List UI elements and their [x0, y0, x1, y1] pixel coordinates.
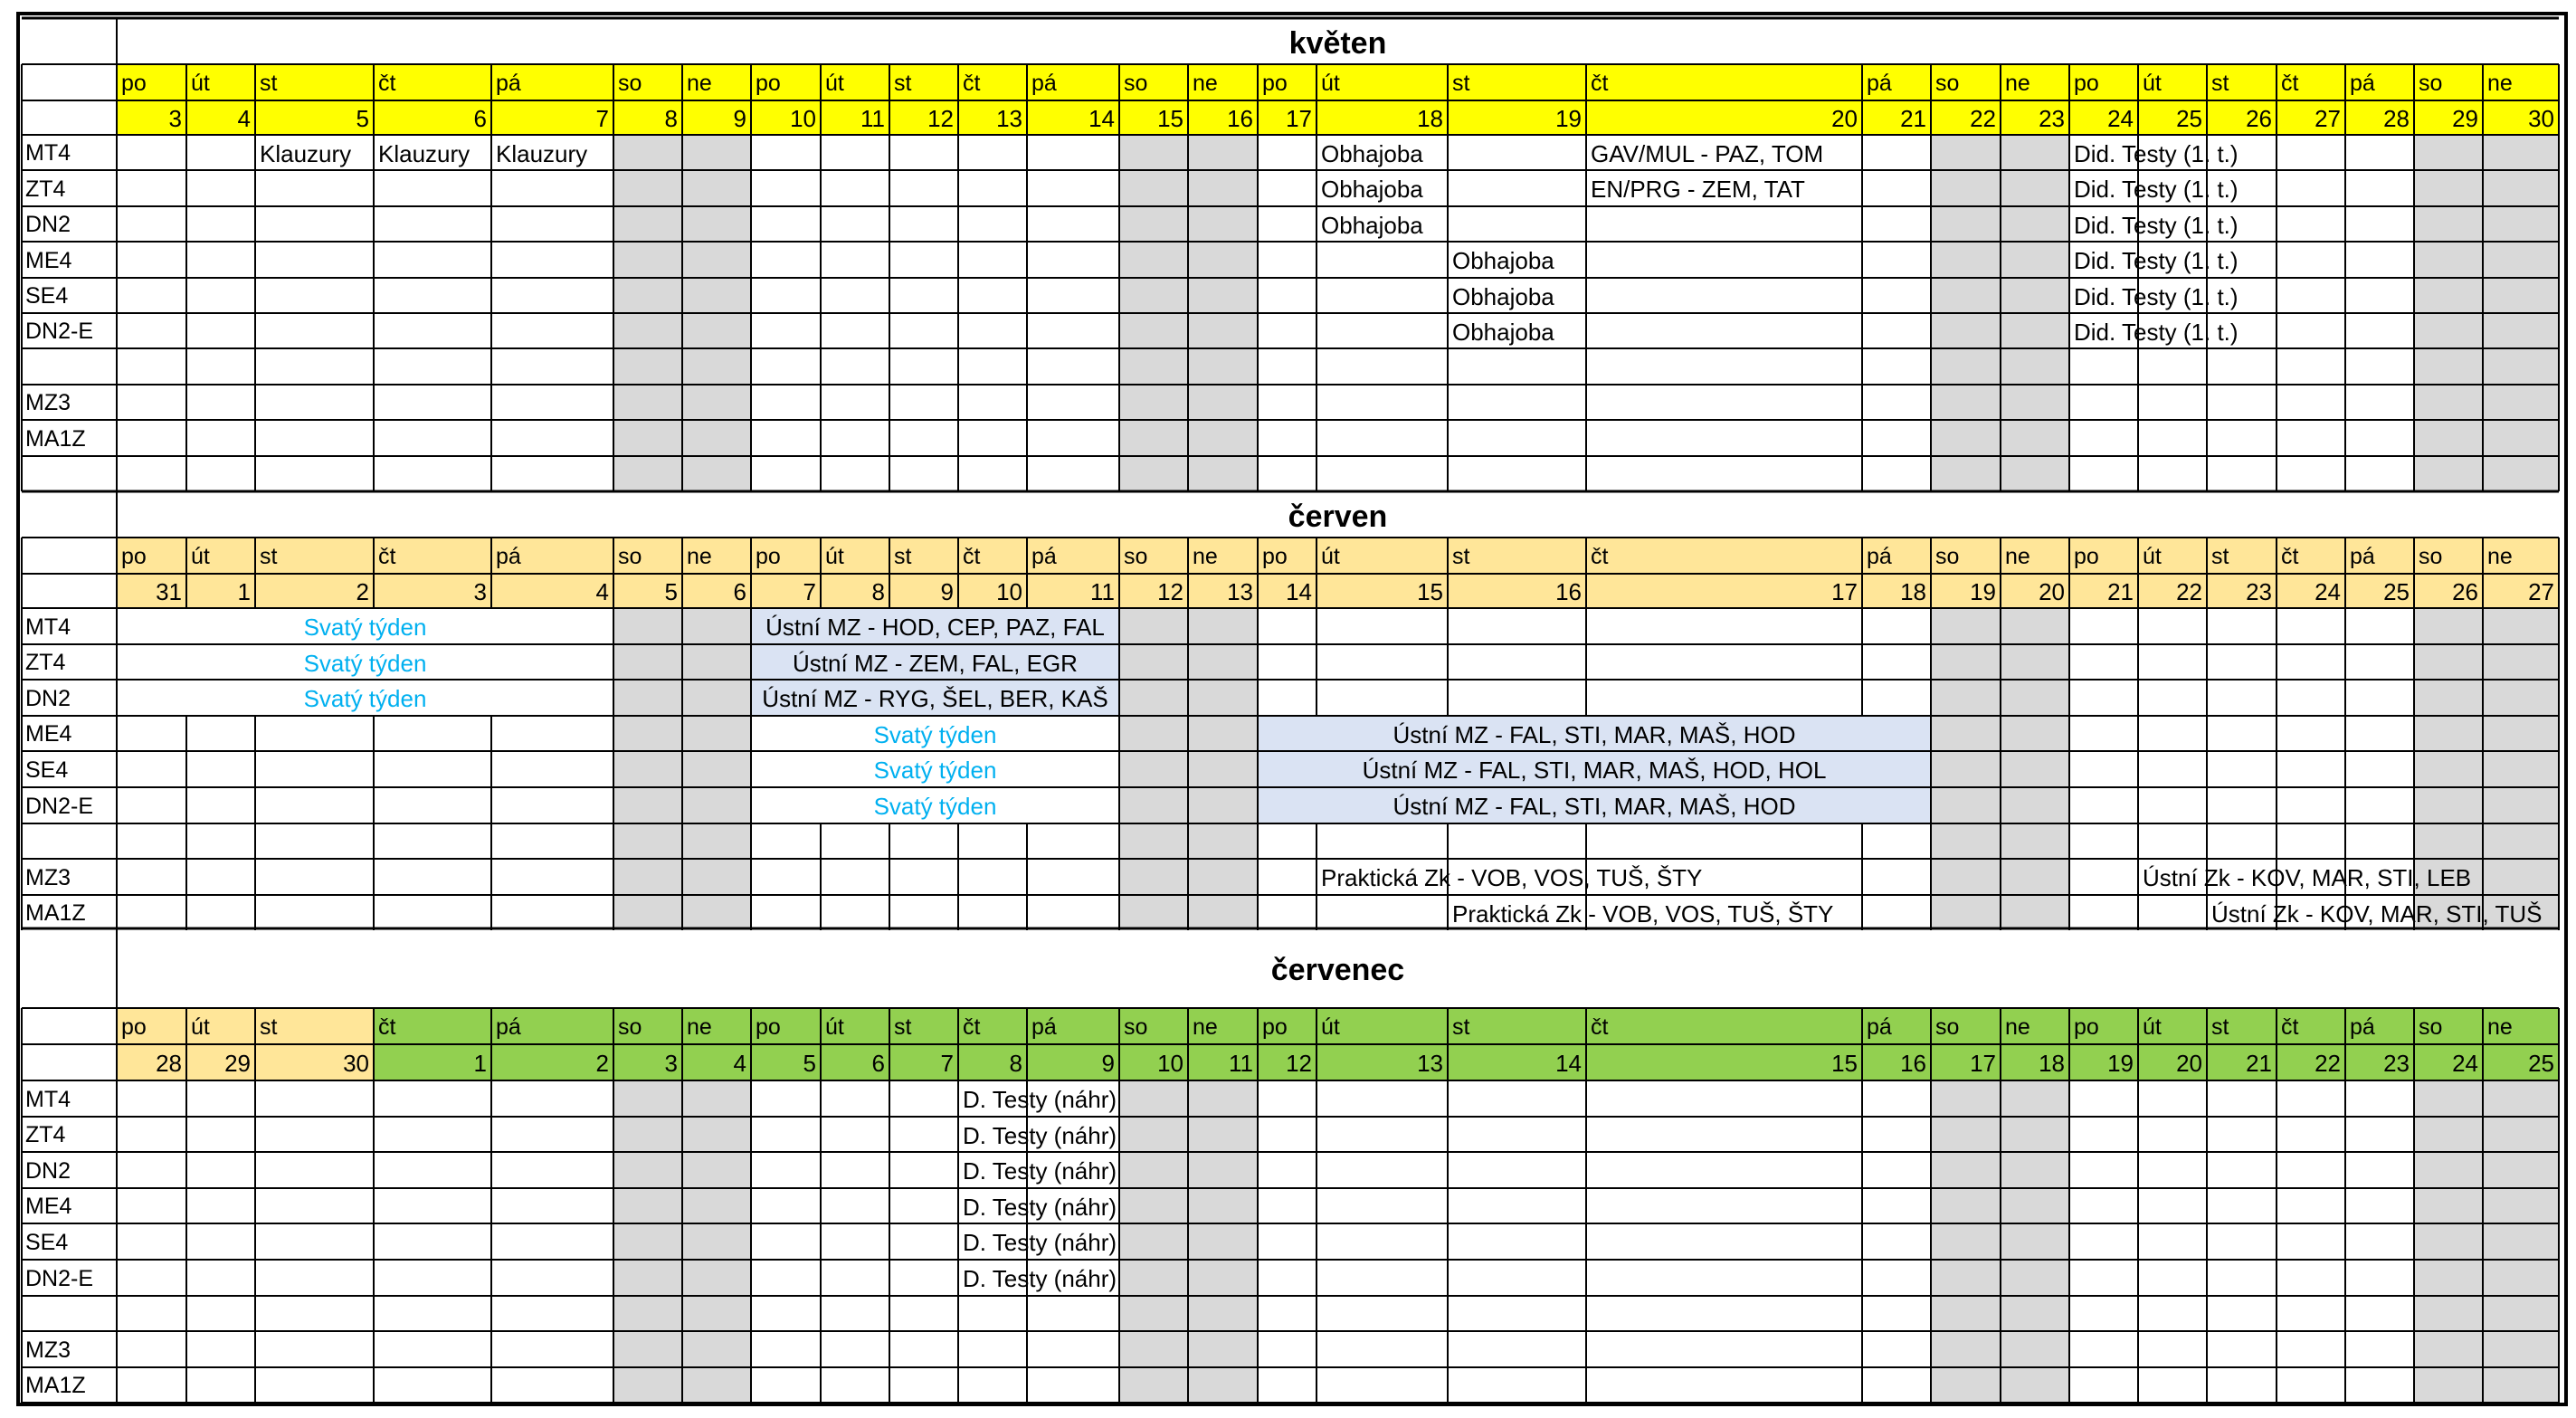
date-number: 6	[733, 578, 746, 605]
date-number: 26	[2452, 578, 2478, 605]
day-name: so	[2419, 1014, 2443, 1040]
day-name: po	[2074, 1014, 2099, 1040]
date-number: 14	[1088, 105, 1115, 132]
day-name: čt	[378, 1014, 396, 1040]
date-number: 22	[1970, 105, 1996, 132]
class-label: ME4	[25, 721, 72, 747]
day-name: so	[1124, 70, 1148, 96]
event-text: Svatý týden	[303, 649, 427, 677]
date-number: 17	[1831, 578, 1858, 605]
event-text: Did. Testy (1. t.)	[2074, 176, 2239, 203]
event-text: Svatý týden	[303, 614, 427, 641]
day-name: po	[1262, 543, 1288, 569]
date-number: 30	[343, 1050, 369, 1077]
day-name: po	[756, 70, 781, 96]
day-name: čt	[1591, 1014, 1609, 1040]
date-number: 18	[1900, 578, 1926, 605]
day-name: po	[756, 543, 781, 569]
class-label: ZT4	[25, 1122, 66, 1147]
date-number: 24	[2452, 1050, 2478, 1077]
date-number: 28	[156, 1050, 182, 1077]
day-name: so	[618, 543, 642, 569]
event-text: GAV/MUL - PAZ, TOM	[1591, 139, 1824, 167]
date-number: 15	[1417, 578, 1443, 605]
event-text: Did. Testy (1. t.)	[2074, 247, 2239, 274]
date-number: 23	[2383, 1050, 2410, 1077]
date-number: 10	[996, 578, 1022, 605]
class-label: DN2-E	[25, 793, 94, 819]
day-name: út	[1321, 543, 1340, 569]
event-text: Obhajoba	[1452, 318, 1554, 346]
day-name: so	[2419, 543, 2443, 569]
day-name: pá	[1031, 70, 1057, 96]
day-name: st	[2211, 70, 2229, 96]
day-name: pá	[1867, 543, 1892, 569]
class-label: MZ3	[25, 864, 71, 890]
event-text: Praktická Zk - VOB, VOS, TUŠ, ŠTY	[1452, 899, 1834, 928]
event-text: Did. Testy (1. t.)	[2074, 211, 2239, 239]
date-number: 27	[2315, 105, 2341, 132]
date-number: 1	[473, 1050, 487, 1077]
day-name: pá	[2350, 543, 2375, 569]
date-number: 5	[803, 1050, 816, 1077]
date-number: 9	[1101, 1050, 1115, 1077]
event-text: Obhajoba	[1452, 282, 1554, 310]
day-name: út	[2143, 1014, 2162, 1040]
date-number: 31	[156, 578, 182, 605]
event-text: EN/PRG - ZEM, TAT	[1591, 176, 1805, 203]
day-name: po	[121, 543, 147, 569]
day-name: ne	[687, 543, 712, 569]
date-number: 3	[168, 105, 182, 132]
weekend-cell	[2001, 608, 2069, 928]
class-label: MZ3	[25, 1337, 71, 1363]
day-name: pá	[1031, 543, 1057, 569]
weekend-cell	[2414, 1080, 2483, 1403]
day-name: st	[894, 543, 912, 569]
day-name: so	[618, 70, 642, 96]
day-name: pá	[496, 1014, 521, 1040]
date-number: 6	[871, 1050, 885, 1077]
day-name: so	[1124, 543, 1148, 569]
class-label: ME4	[25, 247, 72, 273]
date-number: 3	[473, 578, 487, 605]
date-number: 18	[2039, 1050, 2065, 1077]
day-name: so	[1935, 1014, 1960, 1040]
date-number: 9	[733, 105, 746, 132]
weekend-cell	[2483, 1080, 2559, 1403]
event-text: Obhajoba	[1321, 211, 1423, 239]
day-name: ne	[2487, 1014, 2513, 1040]
event-text: Praktická Zk - VOB, VOS, TUŠ, ŠTY	[1321, 864, 1703, 891]
date-number: 4	[733, 1050, 746, 1077]
day-name: st	[260, 1014, 278, 1040]
day-name: pá	[1867, 70, 1892, 96]
date-number: 19	[1970, 578, 1996, 605]
event-text: D. Testy (náhr)	[963, 1157, 1117, 1185]
day-name: st	[2211, 543, 2229, 569]
weekend-cell	[1119, 1080, 1188, 1403]
day-name: čt	[378, 543, 396, 569]
class-label: MT4	[25, 140, 71, 166]
day-name: út	[2143, 70, 2162, 96]
date-number: 15	[1831, 1050, 1858, 1077]
date-number: 4	[237, 105, 251, 132]
date-number: 12	[1286, 1050, 1312, 1077]
month-title: červen	[1288, 499, 1388, 534]
class-label: SE4	[25, 1229, 69, 1255]
day-name: so	[1935, 543, 1960, 569]
date-number: 17	[1286, 105, 1312, 132]
day-name: čt	[2281, 543, 2299, 569]
date-number: 19	[2107, 1050, 2134, 1077]
event-text: Obhajoba	[1452, 247, 1554, 274]
day-name: st	[2211, 1014, 2229, 1040]
class-label: MA1Z	[25, 1373, 86, 1398]
class-label: MT4	[25, 614, 71, 640]
date-number: 12	[927, 105, 954, 132]
event-text: D. Testy (náhr)	[963, 1229, 1117, 1256]
day-name: út	[191, 543, 210, 569]
event-text: D. Testy (náhr)	[963, 1193, 1117, 1221]
class-label: ZT4	[25, 176, 66, 202]
date-number: 23	[2246, 578, 2272, 605]
date-number: 4	[595, 578, 609, 605]
class-label: MZ3	[25, 390, 71, 415]
date-number: 23	[2039, 105, 2065, 132]
date-number: 13	[1227, 578, 1253, 605]
event-text: Klauzury	[496, 139, 588, 167]
date-number: 20	[2039, 578, 2065, 605]
event-text: Ústní MZ - RYG, ŠEL, BER, KAŠ	[762, 685, 1108, 712]
day-name: so	[1124, 1014, 1148, 1040]
day-name: ne	[1193, 1014, 1218, 1040]
month-title: červenec	[1270, 953, 1405, 987]
class-label: ME4	[25, 1194, 72, 1219]
day-name: po	[1262, 70, 1288, 96]
day-name: út	[1321, 70, 1340, 96]
class-label: DN2-E	[25, 1265, 94, 1291]
day-name: út	[825, 70, 844, 96]
day-name: čt	[2281, 70, 2299, 96]
weekend-cell	[1188, 1080, 1258, 1403]
date-number: 10	[1157, 1050, 1183, 1077]
event-text: Klauzury	[260, 139, 352, 167]
day-name: ne	[2487, 70, 2513, 96]
weekend-cell	[2001, 1080, 2069, 1403]
date-number: 11	[1229, 1050, 1253, 1077]
date-number: 13	[996, 105, 1022, 132]
event-text: Ústní Zk - KOV, MAR, STI, LEB	[2143, 864, 2472, 891]
day-name: st	[1452, 70, 1470, 96]
date-number: 8	[871, 578, 885, 605]
date-number: 6	[473, 105, 487, 132]
class-label: ZT4	[25, 650, 66, 675]
date-number: 28	[2383, 105, 2410, 132]
date-number: 29	[224, 1050, 251, 1077]
day-name: pá	[1031, 1014, 1057, 1040]
day-name: so	[1935, 70, 1960, 96]
date-number: 5	[356, 105, 369, 132]
date-number: 11	[860, 105, 885, 132]
date-number: 26	[2246, 105, 2272, 132]
date-number: 25	[2528, 1050, 2554, 1077]
day-name: čt	[963, 70, 981, 96]
day-name: po	[2074, 70, 2099, 96]
exam-schedule-sheet	[16, 12, 2568, 1406]
date-number: 25	[2176, 105, 2202, 132]
event-text: D. Testy (náhr)	[963, 1265, 1117, 1292]
date-number: 20	[2176, 1050, 2202, 1077]
date-number: 30	[2528, 105, 2554, 132]
day-name: po	[2074, 543, 2099, 569]
day-name: út	[825, 1014, 844, 1040]
date-number: 15	[1157, 105, 1183, 132]
day-name: po	[1262, 1014, 1288, 1040]
date-number: 8	[664, 105, 678, 132]
day-name: so	[2419, 70, 2443, 96]
day-name: čt	[378, 70, 396, 96]
day-name: st	[894, 70, 912, 96]
day-name: út	[2143, 543, 2162, 569]
date-number: 9	[940, 578, 954, 605]
date-number: 13	[1417, 1050, 1443, 1077]
day-name: út	[191, 70, 210, 96]
date-number: 21	[2107, 578, 2134, 605]
date-number: 11	[1090, 578, 1115, 605]
date-number: 16	[1227, 105, 1253, 132]
day-name: pá	[496, 70, 521, 96]
weekend-cell	[682, 1080, 751, 1403]
event-text: Ústní Zk - KOV, MAR, STI, TUŠ	[2211, 899, 2543, 928]
event-text: Ústní MZ - HOD, CEP, PAZ, FAL	[765, 614, 1105, 641]
day-name: ne	[2005, 1014, 2030, 1040]
event-text: Did. Testy (1. t.)	[2074, 282, 2239, 310]
date-number: 2	[595, 1050, 609, 1077]
day-name: pá	[2350, 70, 2375, 96]
event-text: Svatý týden	[873, 720, 997, 748]
day-name: út	[1321, 1014, 1340, 1040]
day-name: ne	[687, 70, 712, 96]
date-number: 2	[356, 578, 369, 605]
event-text: D. Testy (náhr)	[963, 1086, 1117, 1113]
day-name: ne	[2005, 70, 2030, 96]
day-name: pá	[2350, 1014, 2375, 1040]
date-number: 17	[1970, 1050, 1996, 1077]
event-text: Obhajoba	[1321, 139, 1423, 167]
day-name: čt	[1591, 70, 1609, 96]
date-number: 19	[1555, 105, 1582, 132]
class-label: MT4	[25, 1086, 71, 1112]
event-text: Ústní MZ - FAL, STI, MAR, MAŠ, HOD	[1393, 720, 1796, 748]
date-number: 20	[1831, 105, 1858, 132]
event-text: Svatý týden	[873, 757, 997, 784]
class-label: DN2-E	[25, 319, 94, 344]
day-name: čt	[963, 1014, 981, 1040]
day-name: st	[260, 543, 278, 569]
date-number: 24	[2315, 578, 2341, 605]
class-label: MA1Z	[25, 900, 86, 926]
weekend-cell	[613, 1080, 682, 1403]
class-label: MA1Z	[25, 425, 86, 452]
day-name: út	[191, 1014, 210, 1040]
date-number: 22	[2176, 578, 2202, 605]
weekend-cell	[613, 608, 682, 928]
event-text: Ústní MZ - ZEM, FAL, EGR	[793, 649, 1078, 677]
date-number: 16	[1900, 1050, 1926, 1077]
date-number: 10	[790, 105, 816, 132]
date-number: 27	[2528, 578, 2554, 605]
day-name: po	[756, 1014, 781, 1040]
day-name: ne	[687, 1014, 712, 1040]
weekend-cell	[1119, 608, 1188, 928]
event-text: D. Testy (náhr)	[963, 1121, 1117, 1149]
date-number: 14	[1555, 1050, 1582, 1077]
date-number: 18	[1417, 105, 1443, 132]
date-number: 7	[940, 1050, 954, 1077]
day-name: pá	[496, 543, 521, 569]
weekend-cell	[682, 608, 751, 928]
date-number: 29	[2452, 105, 2478, 132]
date-number: 3	[664, 1050, 678, 1077]
class-label: DN2	[25, 685, 71, 711]
day-name: út	[825, 543, 844, 569]
date-number: 25	[2383, 578, 2410, 605]
weekend-cell	[1188, 608, 1258, 928]
day-name: čt	[1591, 543, 1609, 569]
date-number: 21	[1900, 105, 1926, 132]
day-name: čt	[2281, 1014, 2299, 1040]
day-name: po	[121, 70, 147, 96]
class-label: SE4	[25, 757, 69, 783]
day-name: ne	[2005, 543, 2030, 569]
date-number: 21	[2246, 1050, 2272, 1077]
date-number: 5	[664, 578, 678, 605]
date-number: 1	[237, 578, 251, 605]
day-name: po	[121, 1014, 147, 1040]
event-text: Ústní MZ - FAL, STI, MAR, MAŠ, HOD	[1393, 793, 1796, 820]
date-number: 22	[2315, 1050, 2341, 1077]
class-label: SE4	[25, 283, 69, 309]
day-name: ne	[1193, 70, 1218, 96]
event-text: Ústní MZ - FAL, STI, MAR, MAŠ, HOD, HOL	[1362, 757, 1827, 784]
date-number: 8	[1009, 1050, 1022, 1077]
date-number: 7	[803, 578, 816, 605]
weekend-cell	[1931, 1080, 2001, 1403]
day-name: ne	[2487, 543, 2513, 569]
event-text: Svatý týden	[873, 793, 997, 820]
weekend-cell	[2483, 608, 2559, 928]
event-text: Klauzury	[378, 139, 471, 167]
event-text: Obhajoba	[1321, 176, 1423, 203]
month-title: květen	[1288, 25, 1387, 61]
day-name: so	[618, 1014, 642, 1040]
date-number: 16	[1555, 578, 1582, 605]
day-name: st	[1452, 543, 1470, 569]
day-name: st	[1452, 1014, 1470, 1040]
date-number: 24	[2107, 105, 2134, 132]
date-number: 14	[1286, 578, 1312, 605]
day-name: st	[894, 1014, 912, 1040]
day-name: pá	[1867, 1014, 1892, 1040]
day-name: ne	[1193, 543, 1218, 569]
day-name: čt	[963, 543, 981, 569]
event-text: Svatý týden	[303, 685, 427, 712]
weekend-cell	[1931, 608, 2001, 928]
event-text: Did. Testy (1. t.)	[2074, 318, 2239, 346]
class-label: DN2	[25, 1157, 71, 1184]
event-text: Did. Testy (1. t.)	[2074, 139, 2239, 167]
date-number: 7	[595, 105, 609, 132]
class-label: DN2	[25, 212, 71, 237]
date-number: 12	[1157, 578, 1183, 605]
day-name: st	[260, 70, 278, 96]
